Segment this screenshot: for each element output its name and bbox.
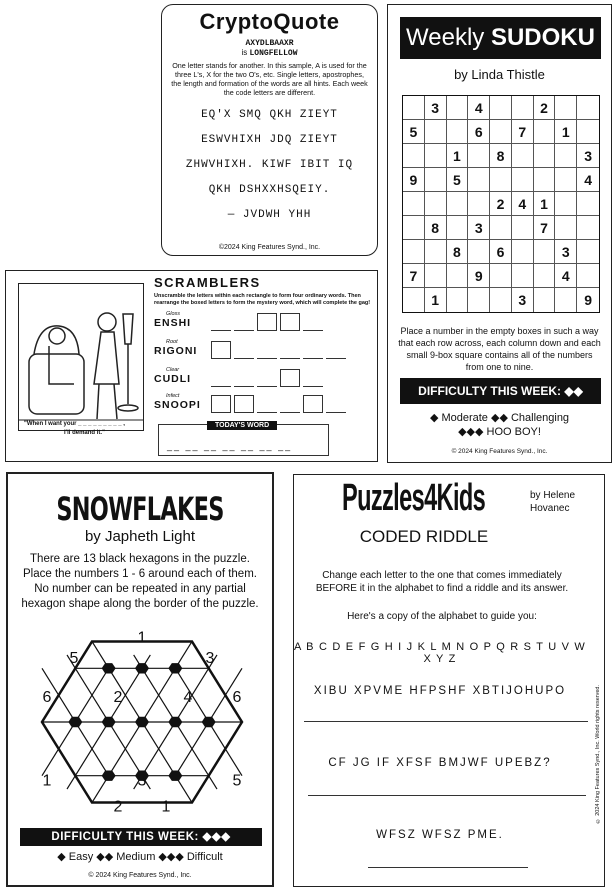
puzzles4kids-panel	[293, 474, 605, 887]
snowflakes-difficulty: DIFFICULTY THIS WEEK: ◆◆◆	[20, 828, 262, 846]
sudoku-cell[interactable]	[425, 120, 447, 144]
sudoku-cell[interactable]: 3	[425, 96, 447, 120]
scramble-word: Clear CUDLI	[154, 367, 192, 385]
sudoku-cell[interactable]: 9	[584, 292, 592, 308]
copyright: © 2024 King Features Synd., Inc.	[88, 872, 192, 879]
sudoku-cell[interactable]	[447, 264, 469, 288]
snowflakes-byline: by Japheth Light	[84, 528, 196, 545]
sudoku-cell[interactable]	[425, 192, 447, 216]
sudoku-panel	[387, 4, 612, 463]
sudoku-cell[interactable]	[555, 288, 577, 312]
snowflake-number: 6	[42, 688, 52, 706]
sudoku-title: Weekly SUDOKU	[400, 17, 601, 59]
sudoku-cell[interactable]	[534, 144, 556, 168]
sudoku-cell[interactable]	[555, 216, 577, 240]
code-line: ESWVHIXH JDQ ZIEYT	[201, 134, 338, 146]
answer-slots[interactable]	[211, 399, 346, 413]
snowflake-number: 3	[137, 772, 147, 790]
coded-line: CF JG IF XFSF BMJWF UPEBZ?	[328, 757, 552, 769]
puzzles4kids-instructions: Change each letter to the one that comes immediately BEFORE it in the alphabet to find a riddle and its answer.	[315, 570, 569, 594]
todays-word-blanks: __ __ __ __ __ __ __	[167, 441, 293, 451]
sudoku-byline: by Linda Thistle	[454, 67, 545, 82]
sudoku-cell[interactable]: 3	[468, 216, 490, 240]
answer-line[interactable]	[304, 721, 588, 722]
sudoku-cell[interactable]	[403, 144, 425, 168]
code-line: QKH DSHXXHSQEIY.	[208, 184, 331, 196]
sudoku-cell[interactable]: 1	[425, 288, 447, 312]
sudoku-cell[interactable]	[577, 216, 599, 240]
sudoku-cell[interactable]	[425, 240, 447, 264]
sudoku-cell[interactable]	[425, 264, 447, 288]
sudoku-cell[interactable]: 8	[425, 216, 447, 240]
sudoku-cell[interactable]	[534, 240, 556, 264]
sudoku-cell[interactable]	[555, 192, 577, 216]
sudoku-cell[interactable]	[534, 264, 556, 288]
snowflake-number: 2	[113, 688, 123, 706]
snowflake-number: 6	[232, 688, 242, 706]
sudoku-cell[interactable]	[490, 168, 512, 192]
sudoku-cell[interactable]	[468, 192, 490, 216]
sudoku-cell[interactable]	[490, 288, 512, 312]
sudoku-cell[interactable]: 1	[534, 192, 556, 216]
code-line: ZHWVHIXH. KIWF IBIT IQ	[185, 159, 354, 171]
sudoku-cell[interactable]: 3	[512, 288, 534, 312]
sudoku-cell[interactable]	[534, 120, 556, 144]
scramblers-panel	[5, 270, 378, 462]
sudoku-cell[interactable]	[512, 216, 534, 240]
alphabet: A B C D E F G H I J K L M N O P Q R S T U V W X Y Z	[294, 641, 586, 665]
sudoku-cell[interactable]: 5	[447, 168, 469, 192]
side-copyright: © 2024 King Features Synd., Inc. World rights reserved.	[595, 685, 601, 824]
sudoku-cell[interactable]: 3	[577, 144, 599, 168]
sudoku-cell[interactable]: 2	[490, 192, 512, 216]
answer-line[interactable]	[368, 867, 528, 868]
gag-caption: "When I want your _ _ _ _ _ _ _ _ _ , I'll demand it."	[24, 421, 125, 436]
code-line: EQ'X SMQ QKH ZIEYT	[201, 109, 338, 121]
copyright: ©2024 King Features Synd., Inc.	[218, 244, 321, 251]
sudoku-cell[interactable]: 8	[447, 240, 469, 264]
cryptoquote-title: CryptoQuote	[199, 9, 340, 34]
puzzles4kids-subtitle: CODED RIDDLE	[359, 527, 489, 546]
sudoku-rules: Place a number in the empty boxes in such a way that each row across, each column down and each small 9-box square contains all of the numbers from one to nine.	[398, 326, 601, 372]
sudoku-cell[interactable]: 8	[490, 144, 512, 168]
sudoku-cell[interactable]: 5	[403, 120, 425, 144]
snowflake-number: 5	[232, 772, 242, 790]
sudoku-cell[interactable]	[447, 216, 469, 240]
scramble-word: Gloss ENSHI	[154, 311, 192, 329]
snowflake-number: 4	[183, 688, 193, 706]
answer-slots[interactable]	[211, 345, 346, 359]
sudoku-cell[interactable]	[577, 120, 599, 144]
sudoku-cell[interactable]	[512, 144, 534, 168]
answer-line[interactable]	[308, 795, 586, 796]
sample-answer: is LONGFELLOW	[241, 48, 298, 58]
puzzles4kids-title: Puzzles4Kids	[342, 477, 486, 519]
sudoku-cell[interactable]: 7	[534, 216, 556, 240]
sudoku-cell[interactable]	[468, 288, 490, 312]
coded-line: XIBU XPVME HFPSHF XBTIJOHUPO	[313, 685, 567, 697]
snowflake-number: 2	[113, 798, 123, 816]
sudoku-cell[interactable]	[555, 96, 577, 120]
sudoku-cell[interactable]: 2	[534, 96, 556, 120]
sudoku-cell[interactable]	[403, 288, 425, 312]
sudoku-cell[interactable]	[512, 240, 534, 264]
sudoku-cell[interactable]	[447, 192, 469, 216]
sudoku-cell[interactable]: 9	[468, 264, 490, 288]
coded-line: WFSZ WFSZ PME.	[376, 829, 504, 841]
sudoku-cell[interactable]: 4	[577, 168, 599, 192]
cryptoquote-rules: One letter stands for another. In this sample, A is used for the three L's, X for the two O's, etc. Single letters, apostrophes, the length and formation of the words are all hints. Each week the code letters are different.	[171, 61, 368, 97]
snowflakes-grid[interactable]	[24, 622, 260, 822]
sudoku-cell[interactable]	[447, 120, 469, 144]
sudoku-cell[interactable]	[425, 144, 447, 168]
sudoku-cell[interactable]	[403, 216, 425, 240]
sudoku-cell[interactable]	[512, 96, 534, 120]
sudoku-cell[interactable]	[403, 96, 425, 120]
sudoku-cell[interactable]	[447, 288, 469, 312]
sudoku-grid[interactable]	[402, 95, 600, 313]
sudoku-legend: ◆ Moderate ◆◆ Challenging ◆◆◆ HOO BOY!	[429, 412, 570, 438]
puzzles4kids-byline: by Helene Hovanec	[530, 490, 576, 514]
sudoku-cell[interactable]	[534, 288, 556, 312]
alphabet-guide-label: Here's a copy of the alphabet to guide you:	[347, 611, 537, 622]
sudoku-cell[interactable]	[512, 264, 534, 288]
sudoku-cell[interactable]: 7	[403, 264, 425, 288]
sudoku-cell[interactable]	[447, 96, 469, 120]
sudoku-cell[interactable]	[577, 264, 599, 288]
sudoku-cell[interactable]: 6	[490, 240, 512, 264]
sudoku-cell[interactable]: 4	[555, 264, 577, 288]
answer-slots[interactable]	[211, 373, 323, 387]
sudoku-cell[interactable]	[425, 168, 447, 192]
snowflake-number: 5	[69, 649, 79, 667]
sudoku-cell[interactable]: 9	[403, 168, 425, 192]
sudoku-cell[interactable]	[577, 192, 599, 216]
sudoku-cell[interactable]	[577, 240, 599, 264]
snowflake-number: 1	[137, 629, 147, 647]
sudoku-cell[interactable]: 7	[512, 120, 534, 144]
sudoku-cell[interactable]	[468, 168, 490, 192]
snowflakes-title: SNOWFLAKES	[56, 490, 224, 528]
snowflake-number: 1	[42, 772, 52, 790]
cartoon-image	[18, 283, 144, 431]
sudoku-cell[interactable]: 1	[555, 120, 577, 144]
sudoku-cell[interactable]	[490, 120, 512, 144]
sudoku-cell[interactable]	[490, 96, 512, 120]
todays-word-box[interactable]	[158, 424, 329, 456]
copyright: © 2024 King Features Synd., Inc.	[451, 448, 548, 455]
scramblers-title: SCRAMBLERS	[154, 275, 261, 290]
sudoku-cell[interactable]	[512, 168, 534, 192]
sudoku-cell[interactable]	[534, 168, 556, 192]
code-line: — JVDWH YHH	[227, 209, 312, 221]
sample-code: AXYDLBAAXR	[245, 39, 294, 48]
snowflake-number: 1	[161, 798, 171, 816]
cryptoquote-panel	[161, 4, 378, 256]
sudoku-cell[interactable]: 6	[468, 120, 490, 144]
sudoku-cell[interactable]: 4	[512, 192, 534, 216]
scramblers-instructions: Unscramble the letters within each rectangle to form four ordinary words. Then rearrange the boxed letters to form the mystery word, which will complete the gag!	[154, 293, 371, 306]
sudoku-cell[interactable]: 4	[468, 96, 490, 120]
sudoku-cell[interactable]	[555, 168, 577, 192]
sudoku-cell[interactable]: 3	[555, 240, 577, 264]
sudoku-cell[interactable]	[555, 144, 577, 168]
snowflakes-legend: ◆ Easy ◆◆ Medium ◆◆◆ Difficult	[57, 851, 223, 863]
sudoku-cell[interactable]	[490, 216, 512, 240]
sudoku-cell[interactable]	[577, 96, 599, 120]
sudoku-cell[interactable]	[403, 192, 425, 216]
sudoku-cell[interactable]: 1	[447, 144, 469, 168]
scramble-word: Root RIGONI	[154, 339, 198, 357]
todays-word-label: TODAY'S WORD	[207, 421, 277, 430]
sudoku-cell[interactable]	[468, 240, 490, 264]
snowflakes-rules: There are 13 black hexagons in the puzzle. Place the numbers 1 - 6 around each of them. No number can be repeated in any partial hexagon shape along the border of the puzzle.	[21, 553, 259, 610]
answer-slots[interactable]	[211, 317, 323, 331]
sudoku-cell[interactable]	[468, 144, 490, 168]
snowflakes-panel	[6, 472, 274, 887]
snowflake-number: 3	[205, 649, 215, 667]
sudoku-cell[interactable]	[403, 240, 425, 264]
sudoku-cell[interactable]	[490, 264, 512, 288]
scramble-word: Infect SNOOPI	[154, 393, 201, 411]
sudoku-difficulty: DIFFICULTY THIS WEEK: ◆◆	[400, 378, 601, 404]
